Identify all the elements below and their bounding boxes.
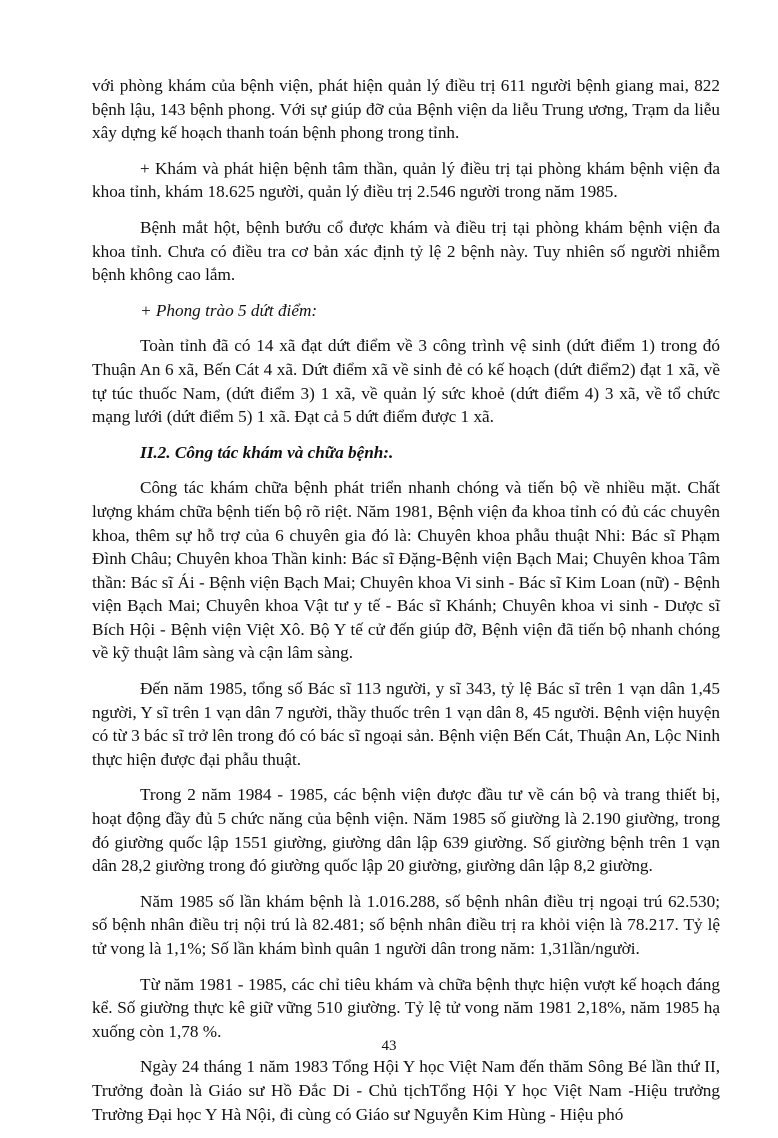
- paragraph-8: Năm 1985 số lần khám bệnh là 1.016.288, số bệnh nhân điều trị ngoại trú 62.530; số bệnh nhân điều trị nội trú là 82.481; số bệnh nhân điều trị ra khỏi viện là 78.217. Tỷ lệ tử vong là 1,1%; Số lần khám bình quân 1 người dân trong năm: 1,31lần/người.: [92, 891, 720, 958]
- paragraph-5: Công tác khám chữa bệnh phát triển nhanh chóng và tiến bộ về nhiều mặt. Chất lượng khám chữa bệnh tiến bộ rõ riệt. Năm 1981, Bệnh viện đa khoa tỉnh có đủ các chuyên khoa, thêm sự hỗ trợ của 6 chuyên gia đó là: Chuyên khoa phẫu thuật Nhi: Bác sĩ Phạm Đình Châu; Chuyên khoa Thần kinh: Bác sĩ Đặng-Bệnh viện Bạch Mai; Chuyên khoa Tâm thần: Bác sĩ Ái - Bệnh viện Bạch Mai; Chuyên khoa Vi sinh - Bác sĩ Kim Loan (nữ) - Bệnh viện Bạch Mai; Chuyên khoa Vật tư y tế - Bác sĩ Khánh; Chuyên khoa vi sinh - Dược sĩ Bích Hội - Bệnh viện Việt Xô. Bộ Y tế cử đến giúp đỡ, Bệnh viện đã tiến bộ nhanh chóng về kỹ thuật lâm sàng và cận lâm sàng.: [92, 478, 720, 663]
- document-page: [92, 74, 720, 1138]
- paragraph-1: với phòng khám của bệnh viện, phát hiện quản lý điều trị 611 người bệnh giang mai, 822 bệnh lậu, 143 bệnh phong. Với sự giúp đỡ của Bệnh viện da liễu Trung ương, Trạm da liễu xây dựng kế hoạch thanh toán bệnh phong trong tỉnh.: [92, 76, 720, 143]
- subheading-5-dut-diem: + Phong trào 5 dứt điểm:: [140, 300, 318, 320]
- paragraph-4: Toàn tỉnh đã có 14 xã đạt dứt điểm về 3 công trình vệ sinh (dứt điểm 1) trong đó Thuận An 6 xã, Bến Cát 4 xã. Dứt điểm xã về sinh đẻ có kế hoạch (dứt điểm2) đạt 1 xã, về tự túc thuốc Nam, (dứt điểm 3) 1 xã, về quản lý sức khoẻ (dứt điểm 4) 3 xã, về tổ chức mạng lưới (dứt điểm 5) 1 xã. Đạt cả 5 dứt điểm được 1 xã.: [92, 336, 720, 427]
- paragraph-2: + Khám và phát hiện bệnh tâm thần, quản lý điều trị tại phòng khám bệnh viện đa khoa tỉnh, khám 18.625 người, quản lý điều trị 2.546 người trong năm 1985.: [92, 158, 720, 202]
- section-heading-ii2: II.2. Công tác khám và chữa bệnh:.: [140, 442, 394, 462]
- page-number: 43: [381, 1038, 397, 1054]
- paragraph-3: Bệnh mắt hột, bệnh bướu cổ được khám và điều trị tại phòng khám bệnh viện đa khoa tỉnh. Chưa có điều tra cơ bản xác định tỷ lệ 2 bệnh này. Tuy nhiên số người nhiễm bệnh không cao lắm.: [92, 217, 720, 285]
- paragraph-10: Ngày 24 tháng 1 năm 1983 Tổng Hội Y học Việt Nam đến thăm Sông Bé lần thứ II, Trưởng đoàn là Giáo sư Hồ Đắc Di - Chủ tịchTổng Hội Y học Việt Nam -Hiệu trưởng Trường Đại học Y Hà Nội, đi cùng có Giáo sư Nguyễn Kim Hùng - Hiệu phó: [92, 1057, 720, 1124]
- paragraph-9: Từ năm 1981 - 1985, các chỉ tiêu khám và chữa bệnh thực hiện vượt kế hoạch đáng kể. Số giường thực kê giữ vững 510 giường. Tỷ lệ tử vong năm 1981 2,18%, năm 1985 hạ xuống còn 1,78 %.: [92, 974, 720, 1041]
- paragraph-6: Đến năm 1985, tổng số Bác sĩ 113 người, y sĩ 343, tỷ lệ Bác sĩ trên 1 vạn dân 1,45 người, Y sĩ trên 1 vạn dân 7 người, thầy thuốc trên 1 vạn dân 8, 45 người. Bệnh viện huyện có từ 3 bác sĩ trở lên trong đó có bác sĩ ngoại sản. Bệnh viện Bến Cát, Thuận An, Lộc Ninh thực hiện được đại phẫu thuật.: [92, 679, 720, 769]
- paragraph-7: Trong 2 năm 1984 - 1985, các bệnh viện được đầu tư về cán bộ và trang thiết bị, hoạt động đầy đủ 5 chức năng của bệnh viện. Năm 1985 số giường là 2.190 giường, trong đó giường quốc lập 1551 giường, giường dân lập 639 giường. Số giường bệnh trên 1 vạn dân 28,2 giường trong đó giường quốc lập 20 giường, giường dân lập 8,2 giường.: [92, 785, 720, 876]
